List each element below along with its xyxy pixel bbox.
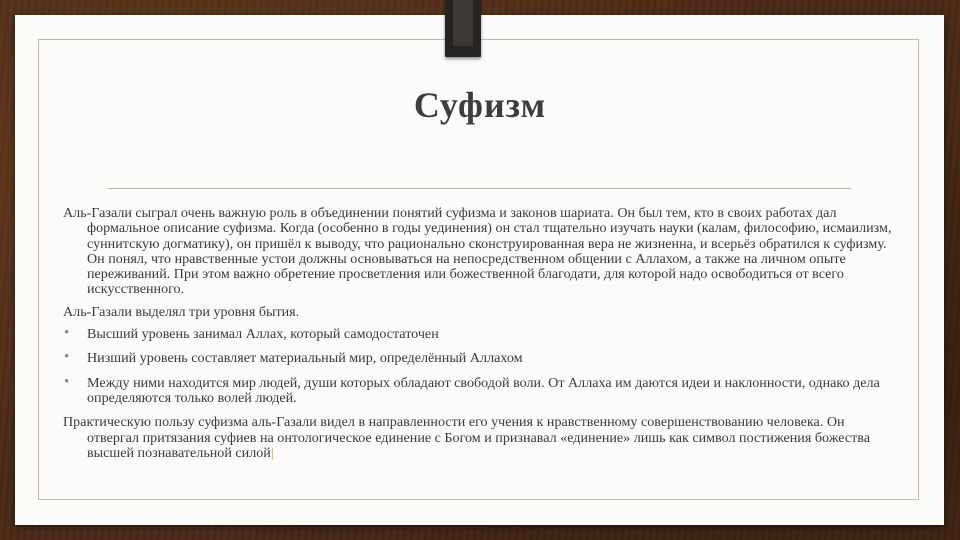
bullet-icon: • <box>64 349 70 366</box>
paragraph-conclusion <box>63 415 898 461</box>
list-item-highest-level <box>63 327 898 342</box>
slide-title: Суфизм <box>413 85 547 125</box>
levels-list <box>63 327 898 406</box>
list-item-lowest-level <box>63 351 898 366</box>
title-divider <box>108 188 851 189</box>
binder-clip-graphic <box>445 0 481 57</box>
paragraph-intro: Аль-Газали сыграл очень важную роль в объединении понятий суфизма и законов шариата. Он был тем, кто в своих работах дал формальное описание суфизма. Когда (особенно в годы уединения) он стал тщательно изучать науки (калам, философию, исмаилизм, суннитскую догматику), он пришёл к выводу, что рационально сконструированная вера не жизненна, и всерьёз обратился к суфизму. Он понял, что нравственные устои должны основываться на непосредственном общении с Аллахом, а также на личном опыте переживаний. При этом важно обретение просветления или божественной благодати, для которой надо освободиться от всего искусственного. <box>63 205 892 298</box>
list-item-text: Низший уровень составляет материальный мир, определённый Аллахом <box>87 350 523 367</box>
paragraph-levels-intro: Аль-Газали выделял три уровня бытия. <box>63 303 300 320</box>
list-item-human-world <box>63 373 898 407</box>
paragraph-conclusion-text: Практическую пользу суфизма аль-Газали видел в направленности его учения к нравственному совершенствованию человека. Он отвергал притязания суфиев на онтологическое единение с Богом и признавал «единение» лишь как символ постижения божества высшей познавательной силой <box>63 414 871 461</box>
list-item-text: Высший уровень занимал Аллах, который самодостаточен <box>87 326 439 343</box>
bullet-icon: • <box>64 325 70 342</box>
list-item-text: Между ними находится мир людей, души которых обладают свободой воли. От Аллаха им даются идеи и наклонности, однако дела определяются только волей людей. <box>87 374 880 406</box>
text-cursor-mark: | <box>270 444 274 461</box>
slide-body <box>63 206 898 461</box>
bullet-icon: • <box>64 373 70 390</box>
